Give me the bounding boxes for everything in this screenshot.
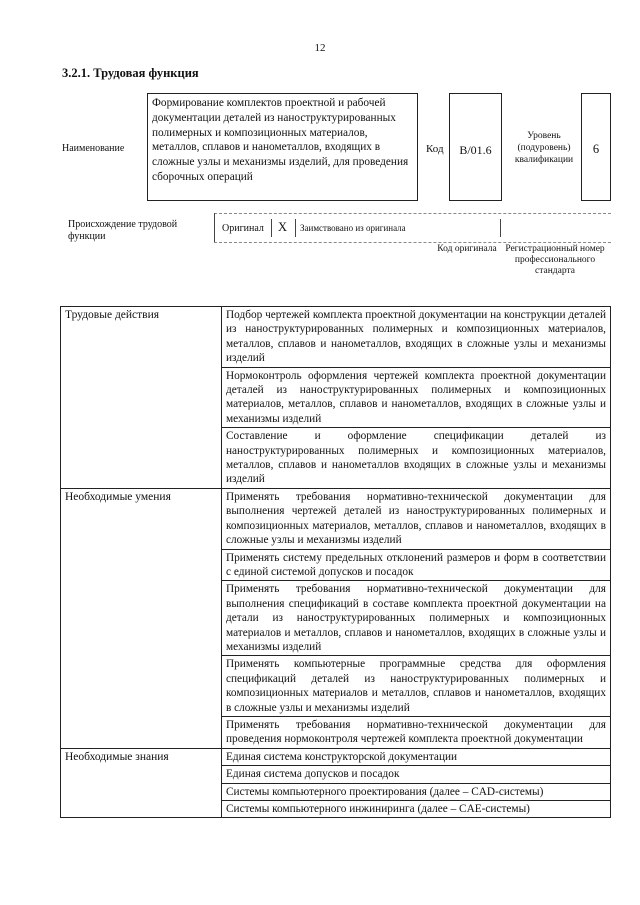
- level-value-box: [581, 93, 611, 201]
- original-label: Оригинал: [222, 223, 264, 234]
- list-item: Применять систему предельных отклонений размеров и форм в соответствии с единой системой допусков и посадок: [222, 550, 610, 582]
- section-items: [222, 748, 611, 818]
- name-value-box: [147, 93, 418, 201]
- origin-sep-1: [271, 219, 272, 237]
- function-table: [60, 306, 611, 818]
- list-item: Системы компьютерного инжиниринга (далее – CAE-системы): [226, 803, 530, 815]
- origin-sep-2: [295, 219, 296, 237]
- list-item: Подбор чертежей комплекта проектной документации на конструкции деталей из наноструктурированных полимерных и композиционных материалов, металлов, сплавов и нанометаллов, входящих в сложные узлы и механизмы изделий: [222, 307, 610, 368]
- list-item: Нормоконтроль оформления чертежей комплекта проектной документации деталей из наноструктурированных полимерных и композиционных материалов, металлов, сплавов и нанометаллов, входящих в сложные узлы и механизмы изделий: [222, 368, 610, 429]
- table-row: [61, 488, 611, 748]
- original-mark: X: [278, 220, 288, 234]
- origin-bottom-line: [214, 242, 611, 243]
- name-value: Формирование комплектов проектной и рабочей документации деталей из наноструктурированных полимерных и композиционных материалов, металлов, сплавов и нанометаллов, входящих в сложные узлы и механизмы изделий, для проведения сборочных операций: [152, 97, 409, 183]
- list-item: Применять требования нормативно-технической документации для выполнения чертежей деталей из наноструктурированных полимерных и композиционных материалов, металлов, сплавов и нанометаллов, входящих в сложные узлы и механизмы изделий: [222, 489, 610, 550]
- code-label: Код: [426, 143, 444, 155]
- level-value: 6: [592, 142, 600, 156]
- origin-label: Происхождение трудовой функции: [68, 219, 178, 242]
- section-label: Необходимые знания: [61, 748, 222, 818]
- origin-left-line: [214, 213, 215, 242]
- section-items: [222, 488, 611, 748]
- borrowed-label: Заимствовано из оригинала: [300, 223, 406, 233]
- table-row: [61, 307, 611, 489]
- section-label: Трудовые действия: [61, 307, 222, 489]
- section-label: Необходимые умения: [61, 488, 222, 748]
- level-label: Уровень (подуровень) квалификации: [514, 131, 574, 165]
- list-item: Применять требования нормативно-технической документации для выполнения спецификаций в составе комплекта проектной документации на детали из наноструктурированных полимерных и композиционных материалов и металлов, сплавов и нанометаллов, входящих в сложные узлы и механизмы изделий: [222, 581, 610, 656]
- reg-number-caption: Регистрационный номер профессионального стандарта: [505, 244, 605, 276]
- code-value-box: [449, 93, 502, 201]
- section-items: [222, 307, 611, 489]
- list-item: Системы компьютерного проектирования (далее – CAD-системы): [222, 784, 610, 801]
- list-item: Применять компьютерные программные средства для оформления спецификаций деталей из наноструктурированных полимерных и композиционных материалов и металлов, сплавов и нанометаллов, входящих в сложные узлы и механизмы изделий: [222, 656, 610, 717]
- code-value: B/01.6: [459, 143, 492, 157]
- page-number: 12: [314, 42, 326, 54]
- list-item: Составление и оформление спецификации деталей из наноструктурированных полимерных и композиционных материалов, металлов, сплавов и нанометаллов входящих в сложные узлы и механизмы изделий: [226, 430, 606, 486]
- list-item: Единая система конструкторской документации: [222, 749, 610, 766]
- code-original-caption: Код оригинала: [437, 244, 497, 254]
- list-item: Применять требования нормативно-технической документации для проведения нормоконтроля чертежей комплекта проектной документации: [226, 718, 606, 746]
- origin-top-line: [214, 213, 611, 214]
- name-label: Наименование: [62, 143, 125, 154]
- section-title: 3.2.1. Трудовая функция: [62, 66, 199, 80]
- origin-sep-3: [500, 219, 501, 237]
- list-item: Единая система допусков и посадок: [222, 766, 610, 783]
- table-row: [61, 748, 611, 818]
